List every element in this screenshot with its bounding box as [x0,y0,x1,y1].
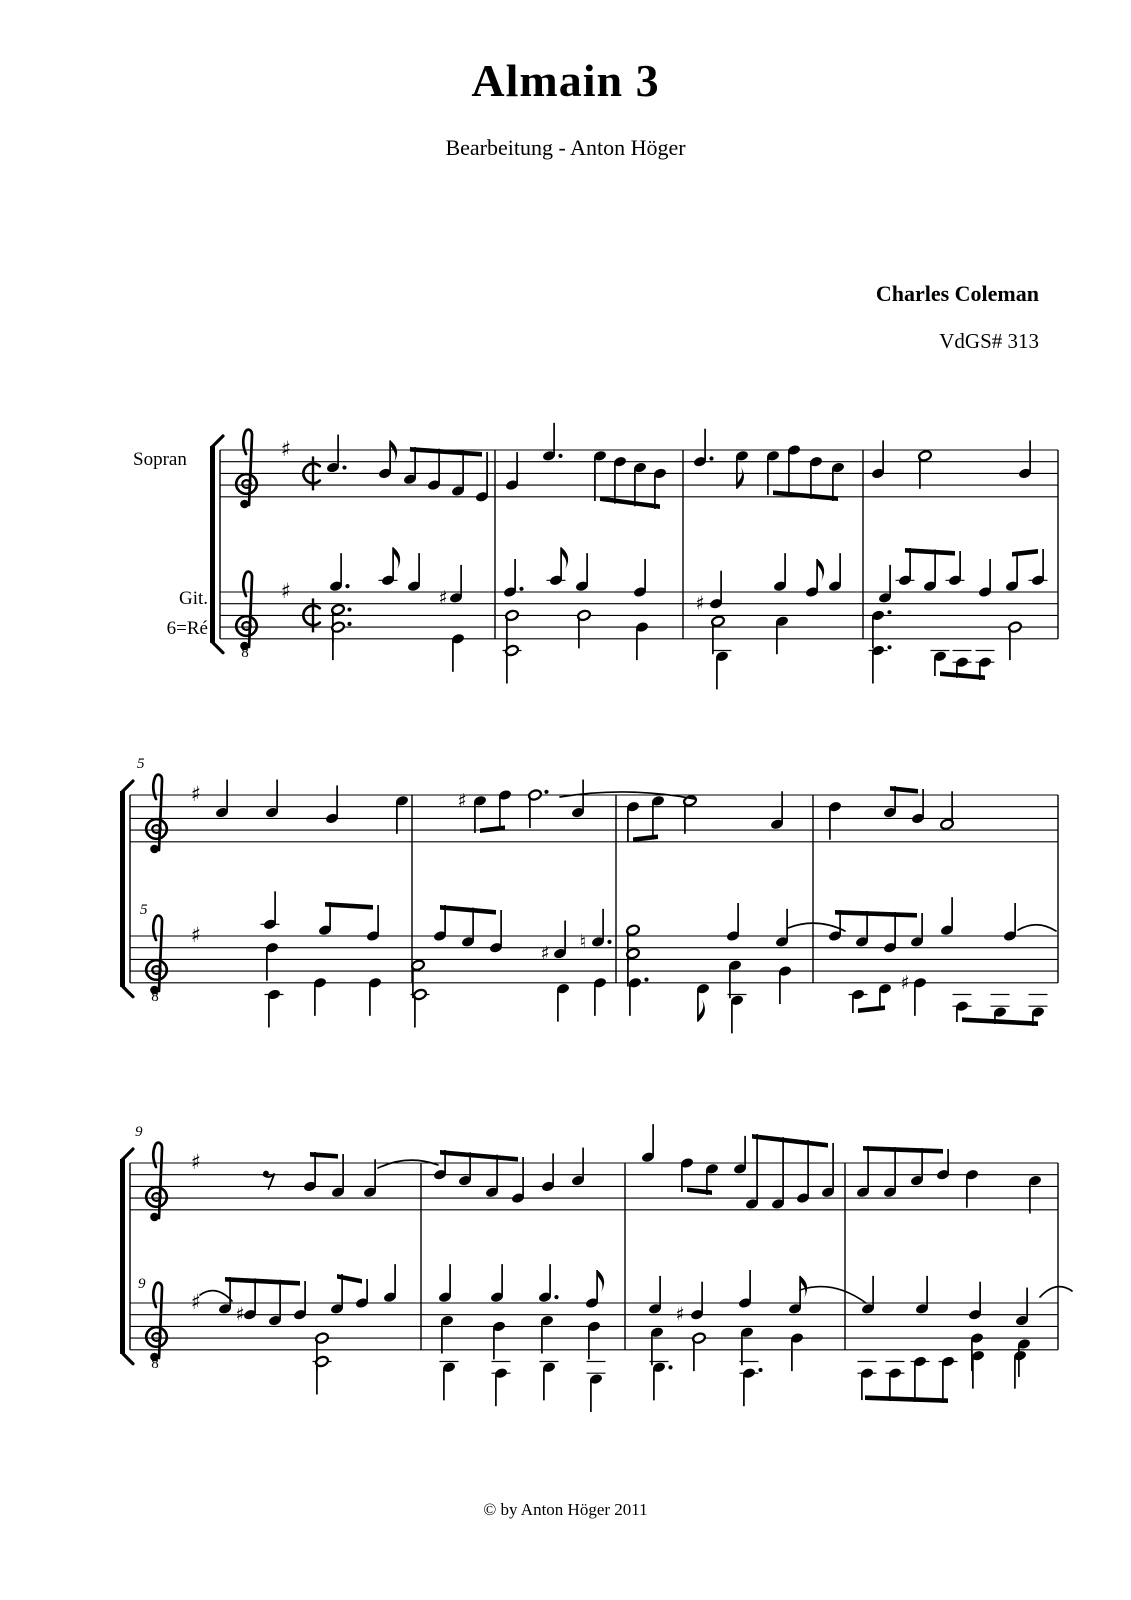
copyright-line: © by Anton Höger 2011 [483,1500,648,1519]
tuning-label: 6=Ré [166,618,208,639]
staff-git [130,1264,1072,1412]
staff-git [220,547,1058,689]
svg-text:♯: ♯ [190,923,202,947]
svg-text:♯: ♯ [280,579,292,603]
page-title: Almain 3 [471,55,660,106]
svg-text:5: 5 [137,756,145,772]
svg-text:8: 8 [241,644,249,661]
svg-text:♯: ♯ [190,1150,202,1174]
staff-git [130,891,1058,1033]
svg-text:♯: ♯ [900,971,910,994]
svg-text:♯: ♯ [438,586,448,609]
staff-label-guitar [128,584,208,644]
system-1 [210,423,1058,689]
svg-text:♮: ♮ [579,930,587,953]
svg-text:♯: ♯ [190,1290,202,1314]
catalog-number: VdGS# 313 [939,329,1039,353]
staff-label-sopran: Sopran [133,449,187,470]
system-2 [120,756,1058,1033]
svg-text:♯: ♯ [235,1303,245,1326]
guitar-label: Git. [178,588,208,609]
svg-text:♯: ♯ [675,1303,685,1326]
svg-text:9: 9 [138,1276,146,1292]
staff-sopran [130,1124,1058,1221]
arranger-line: Bearbeitung - Anton Höger [445,135,686,160]
composer-name: Charles Coleman [875,281,1039,306]
system-3 [120,1124,1072,1412]
svg-text:♯: ♯ [540,942,550,965]
svg-text:♯: ♯ [190,782,202,806]
svg-text:9: 9 [135,1124,143,1140]
svg-text:8: 8 [151,1355,159,1372]
svg-text:♯: ♯ [280,437,292,461]
svg-text:♯: ♯ [457,789,467,812]
svg-text:♯: ♯ [695,592,705,615]
staff-sopran [220,423,1058,509]
svg-text:5: 5 [140,902,148,918]
staff-sopran [130,756,1058,853]
svg-text:8: 8 [151,988,159,1005]
